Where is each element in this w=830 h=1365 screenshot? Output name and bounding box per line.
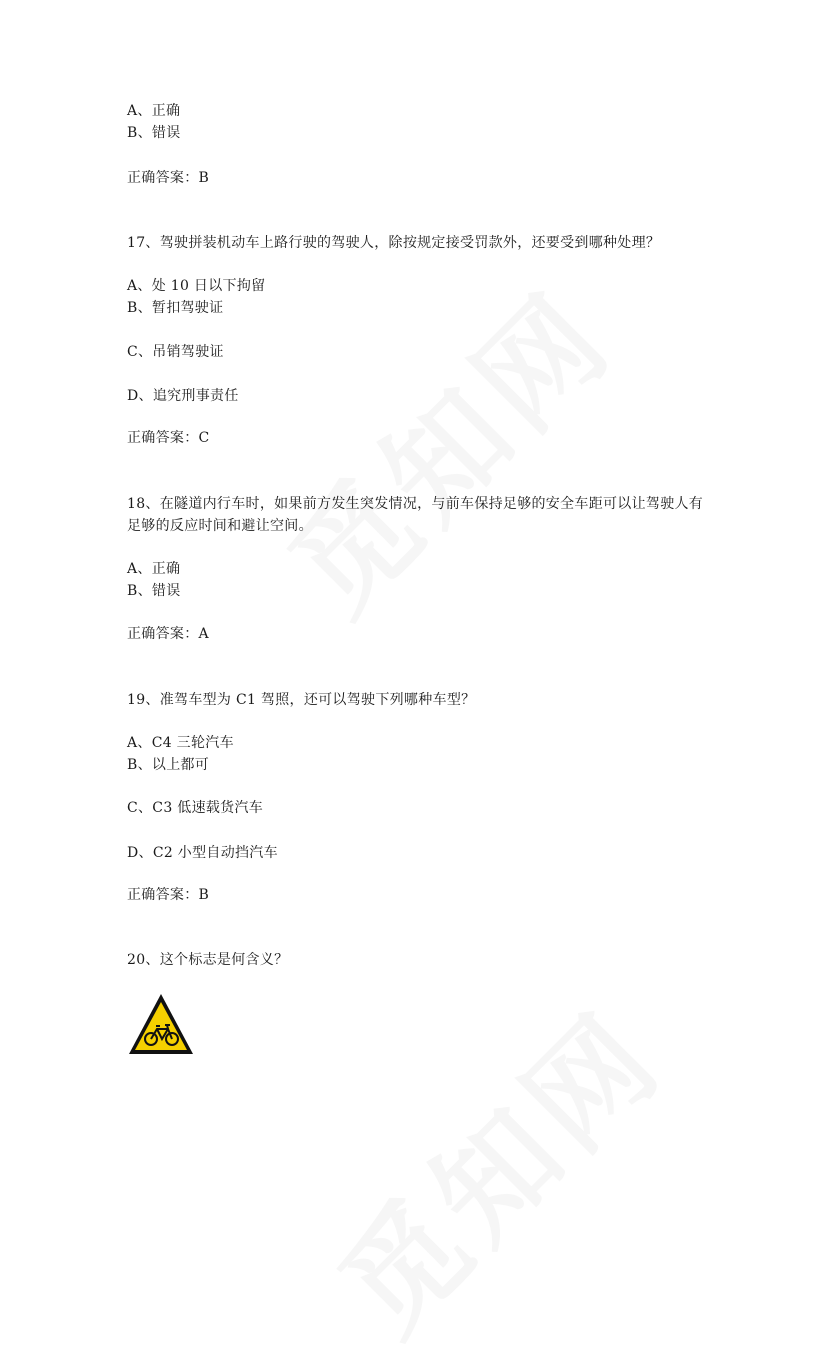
answer: 正确答案：C: [127, 430, 210, 446]
option-a: A、正确: [127, 103, 181, 119]
answer: 正确答案：B: [127, 887, 210, 903]
watermark: [246, 247, 643, 644]
option-a: A、正确: [127, 561, 181, 577]
question-20: 20、这个标志是何含义？: [127, 952, 289, 968]
question-19: 19、准驾车型为 C1 驾照，还可以驾驶下列哪种车型？: [127, 692, 476, 708]
option-b: B、错误: [127, 125, 181, 141]
option-b: B、以上都可: [127, 757, 210, 773]
option-a: A、C4 三轮汽车: [127, 735, 234, 751]
option-b: B、错误: [127, 583, 181, 599]
bicycle-warning-sign-icon: [127, 992, 195, 1056]
option-a: A、处 10 日以下拘留: [127, 278, 266, 294]
watermark: [296, 967, 693, 1364]
option-c: C、吊销驾驶证: [127, 344, 224, 360]
question-18: 18、在隧道内行车时，如果前方发生突发情况，与前车保持足够的安全车距可以让驾驶人有足够的反应时间和避让空间。: [127, 496, 704, 534]
answer: 正确答案：B: [127, 170, 210, 186]
option-d: D、C2 小型自动挡汽车: [127, 845, 278, 861]
option-b: B、暂扣驾驶证: [127, 300, 224, 316]
option-c: C、C3 低速载货汽车: [127, 800, 264, 816]
question-17: 17、驾驶拼装机动车上路行驶的驾驶人，除按规定接受罚款外，还要受到哪种处理？: [127, 235, 661, 251]
answer: 正确答案：A: [127, 626, 209, 642]
option-d: D、追究刑事责任: [127, 388, 239, 404]
